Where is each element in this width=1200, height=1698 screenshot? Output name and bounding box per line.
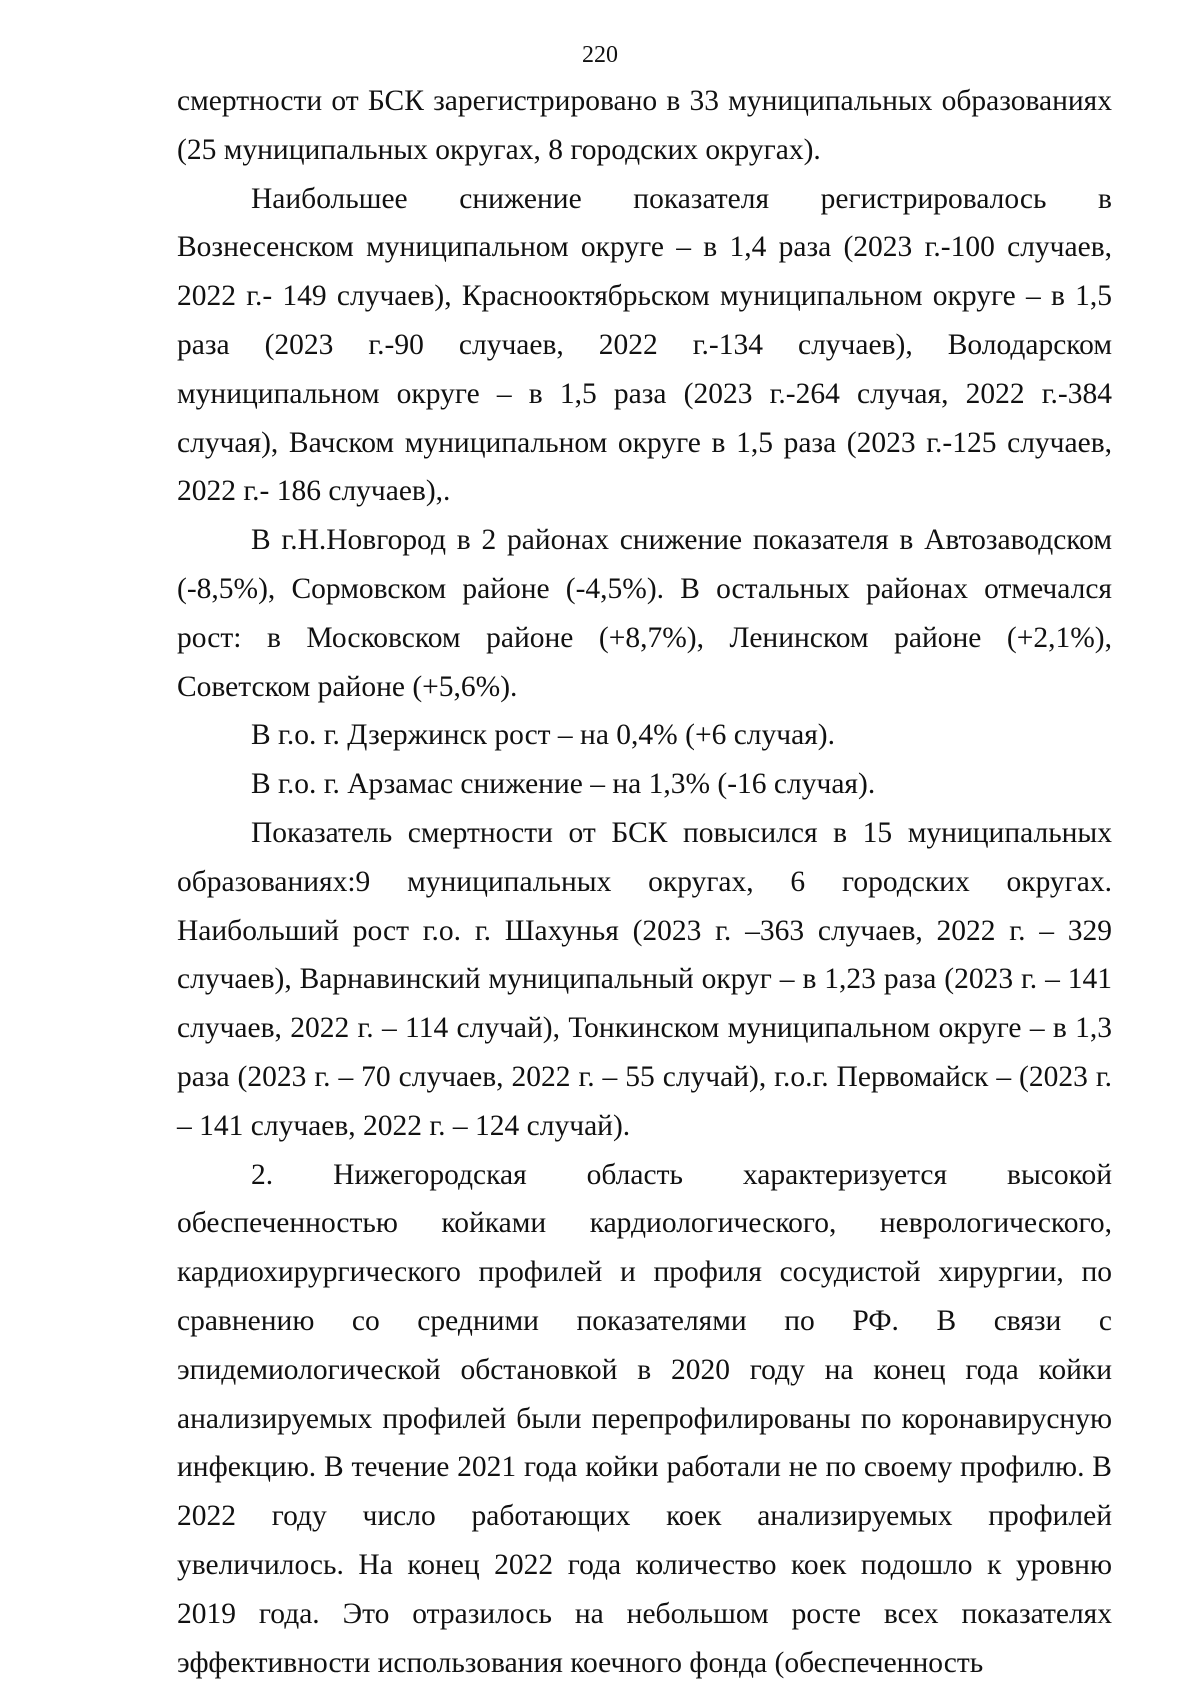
- paragraph-1: смертности от БСК зарегистрировано в 33 муниципальных образованиях (25 муниципальных округах, 8 городских округах).: [177, 85, 1112, 166]
- paragraph-7: 2. Нижегородская область характеризуется высокой обеспеченностью койками кардиологического, неврологического, кардиохирургического профилей и профиля сосудистой хирургии, по сравнению со средними показателями по РФ. В связи с эпидемиологической обстановкой в 2020 году на конец года койки анализируемых профилей были перепрофилированы по коронавирусную инфекцию. В течение 2021 года койки работали не по своему профилю. В 2022 году число работающих коек анализируемых профилей увеличилось. На конец 2022 года количество коек подошло к уровню 2019 года. Это отразилось на небольшом росте всех показателях эффективности использования коечного фонда (обеспеченность: [177, 1158, 1112, 1679]
- paragraph-3: В г.Н.Новгород в 2 районах снижение показателя в Автозаводском (-8,5%), Сормовском районе (-4,5%). В остальных районах отмечался рост: в Московском районе (+8,7%), Ленинском районе (+2,1%), Советском районе (+5,6%).: [177, 524, 1112, 703]
- paragraph-5: В г.о. г. Арзамас снижение – на 1,3% (-16 случая).: [251, 768, 876, 801]
- paragraph-6: Показатель смертности от БСК повысился в 15 муниципальных образованиях:9 муниципальных округах, 6 городских округах. Наибольший рост г.о. г. Шахунья (2023 г. –363 случаев, 2022 г. – 329 случаев), Варнавинский муниципальный округ – в 1,23 раза (2023 г. – 141 случаев, 2022 г. – 114 случай), Тонкинском муниципальном округе – в 1,3 раза (2023 г. – 70 случаев, 2022 г. – 55 случай), г.о.г. Первомайск – (2023 г. – 141 случаев, 2022 г. – 124 случай).: [177, 816, 1112, 1142]
- paragraph-2: Наибольшее снижение показателя регистрировалось в Вознесенском муниципальном округе – в 1,4 раза (2023 г.-100 случаев, 2022 г.- 149 случаев), Краснооктябрьском муниципальном округе – в 1,5 раза (2023 г.-90 случаев, 2022 г.-134 случаев), Володарском муниципальном округе – в 1,5 раза (2023 г.-264 случая, 2022 г.-384 случая), Вачском муниципальном округе в 1,5 раза (2023 г.-125 случаев, 2022 г.- 186 случаев),.: [177, 182, 1112, 508]
- paragraph-4: В г.о. г. Дзержинск рост – на 0,4% (+6 случая).: [251, 719, 835, 752]
- document-body: [177, 77, 1112, 1687]
- page-number: 220: [582, 42, 618, 68]
